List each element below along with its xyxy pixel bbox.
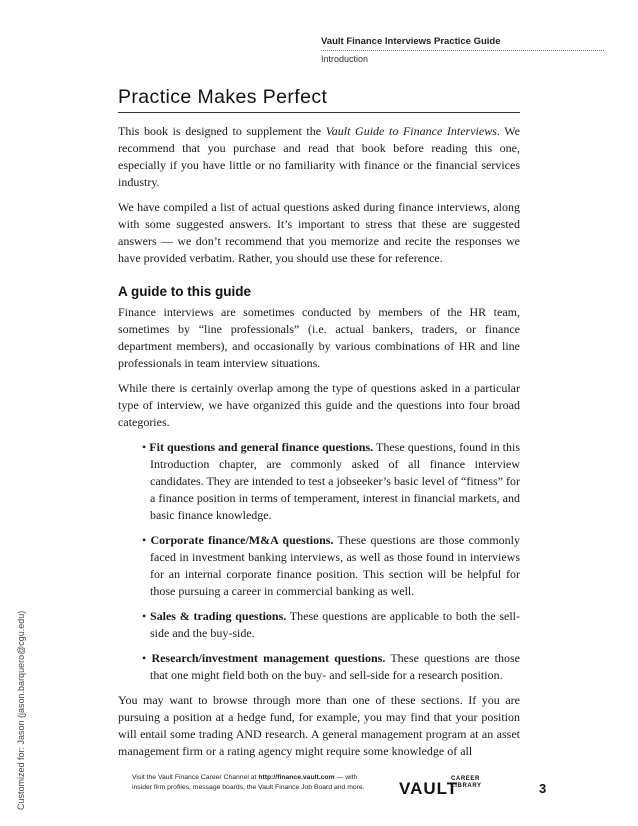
category-list (142, 439, 520, 684)
section-name: Introduction (321, 54, 369, 64)
running-header (321, 36, 604, 65)
category-text: These questions are those that one might field both on the buy- and sell-side for a research position. (150, 651, 520, 682)
section-heading: A guide to this guide (118, 284, 251, 299)
customization-watermark: Customized for: Jason (jason.barquero@cgu.edu) (16, 610, 26, 810)
guide-title: Vault Finance Interviews Practice Guide (321, 36, 501, 47)
footer-text-cont: — with (334, 774, 358, 781)
book-title: Vault Guide to Finance Interviews (325, 124, 497, 138)
list-item: • Fit questions and general finance questions. These questions, found in this Introduction chapter, are commonly asked of all finance interview candidates. They are intended to test a jobseeker’s basic level of “fitness” for a finance position in terms of temperament, interest in financial markets, and basic finance knowledge. (142, 440, 521, 522)
page-title: Practice Makes Perfect (118, 86, 328, 108)
category-term: Sales & trading questions. (149, 609, 287, 623)
footer-text-line2: insider firm profiles, message boards, the Vault Finance Job Board and more. (132, 784, 365, 791)
footer-link[interactable]: http://finance.vault.com (258, 774, 335, 781)
guide-paragraph-2: While there is certainly overlap among the type of questions asked in a particular type of interview, we have organized this guide and the questions into four broad categories. (118, 381, 520, 429)
guide-paragraph-3: You may want to browse through more than one of these sections. If you are pursuing a position at a hedge fund, for example, you may find that your position will entail some trading AND research. A general management program at an asset management firm or a rating agency might require some knowledge of all (118, 693, 520, 758)
footer-promo (132, 773, 402, 793)
category-text: These questions are applicable to both the sell-side and the buy-side. (150, 609, 521, 640)
list-item: • Corporate finance/M&A questions. These questions are those commonly faced in investment banking interviews, as well as those found in interviews for an internal corporate finance position. This section will be helpful for those pursuing a career in commercial banking as well. (142, 533, 520, 598)
logo-subtitle-line1: CAREER (451, 776, 480, 782)
category-text: These questions are those commonly faced in investment banking interviews, as well as those found in interviews for an internal corporate finance position. This section will be helpful for those pursuing a career in commercial banking as well. (150, 533, 520, 598)
guide-paragraph-1: Finance interviews are sometimes conducted by members of the HR team, sometimes by “line professionals” (i.e. actual bankers, traders, or finance department members), and occasionally by various combinations of HR and line professionals in team interview situations. (118, 305, 520, 370)
intro-paragraph-1 (118, 123, 520, 191)
list-item: • Research/investment management questions. These questions are those that one might field both on the buy- and sell-side for a research position. (142, 651, 520, 682)
intro-paragraph-2: We have compiled a list of actual questions asked during finance interviews, along with some suggested answers. It’s important to stress that these are suggested answers — we don’t recommend that you memorize and recite the responses we have provided verbatim. Rather, you should use these for reference. (118, 200, 520, 265)
category-term: Corporate finance/M&A questions. (150, 533, 334, 547)
logo-wordmark: VAULT (399, 779, 459, 798)
footer-text: Visit the Vault Finance Career Channel at (132, 774, 259, 781)
header-divider (321, 50, 604, 51)
logo-subtitle (451, 776, 482, 790)
category-text: These questions, found in this Introduction chapter, are commonly asked of all finance interview candidates. They are intended to test a jobseeker’s basic level of “fitness” for a finance position in terms of temperament, interest in financial markets, and basic finance knowledge. (150, 440, 521, 522)
category-term: Research/investment management questions. (151, 651, 386, 665)
page-content (118, 84, 520, 768)
intro-p1-text-cont: . We recommend that you purchase and read that book before reading this one, especially if you have little or no familiarity with finance or the financial services industry. (118, 124, 520, 189)
list-item: • Sales & trading questions. These questions are applicable to both the sell-side and the buy-side. (142, 609, 521, 640)
logo-subtitle-line2: LIBRARY (451, 783, 482, 789)
category-term: Fit questions and general finance questions. (149, 440, 374, 454)
intro-p1-text: This book is designed to supplement the (118, 124, 326, 138)
page-number: 3 (539, 781, 547, 796)
vault-career-library-logo (399, 776, 482, 799)
title-divider (118, 112, 520, 113)
